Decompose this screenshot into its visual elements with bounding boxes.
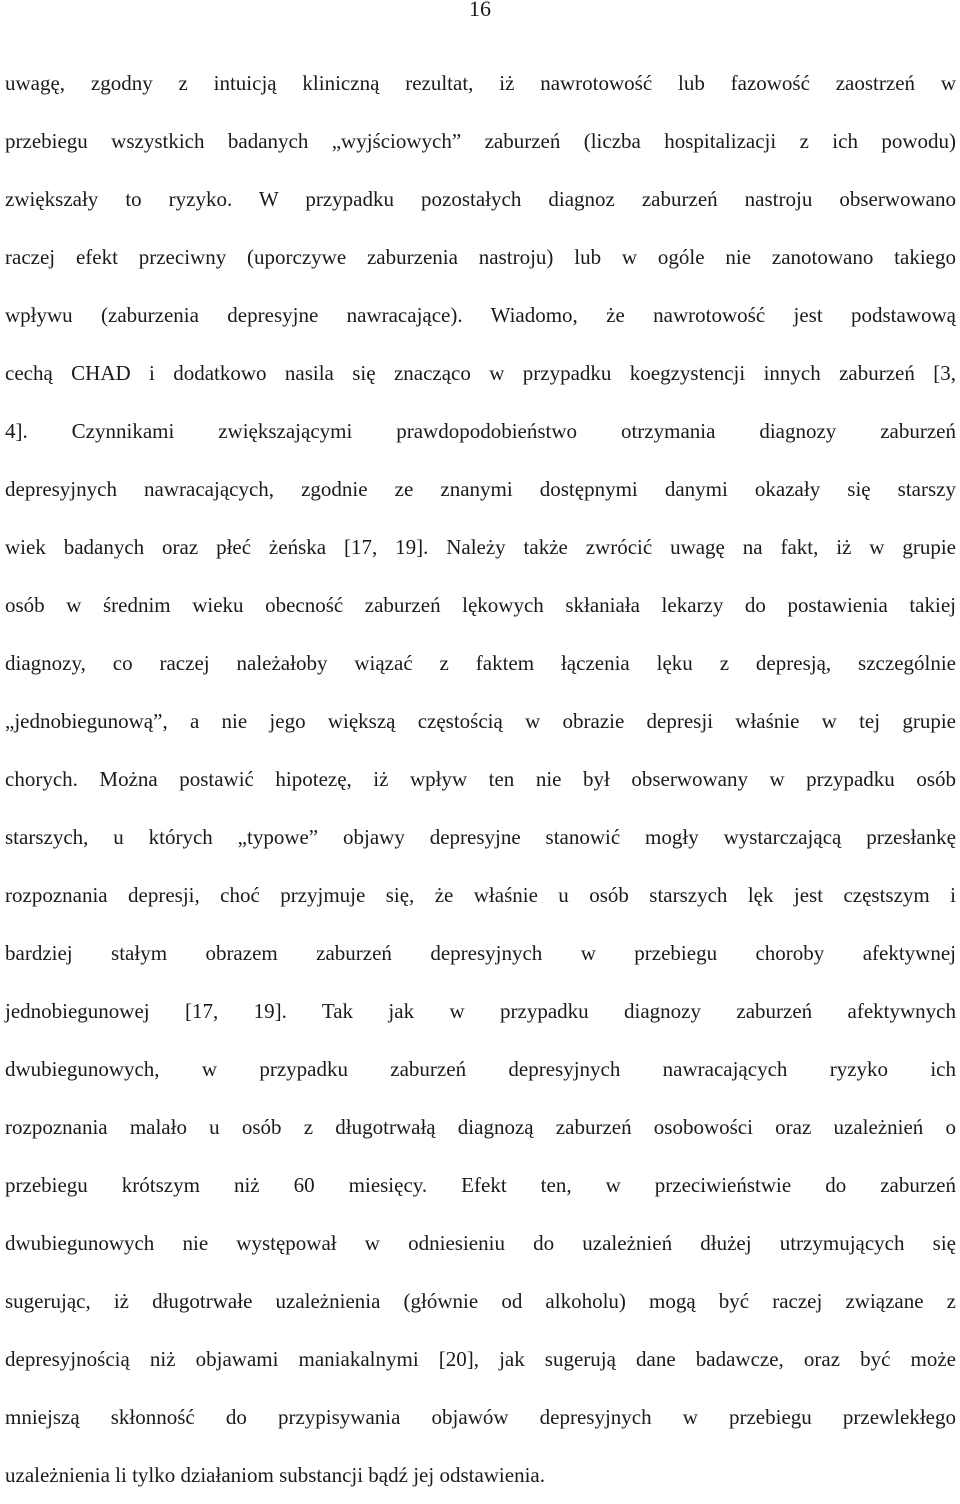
text-line: przebiegu wszystkich badanych „wyjściowych” zaburzeń (liczba hospitalizacji z ich powodu) (5, 129, 956, 153)
text-line: chorych. Można postawić hipotezę, iż wpływ ten nie był obserwowany w przypadku osób (5, 767, 956, 791)
text-line: rozpoznania malało u osób z długotrwałą diagnozą zaburzeń osobowości oraz uzależnień o (5, 1115, 956, 1139)
text-line: „jednobiegunową”, a nie jego większą częstością w obrazie depresji właśnie w tej grupie (5, 709, 956, 733)
text-line: wiek badanych oraz płeć żeńska [17, 19]. Należy także zwrócić uwagę na fakt, iż w grupie (5, 535, 956, 559)
text-line: dwubiegunowych nie występował w odniesieniu do uzależnień dłużej utrzymujących się (5, 1231, 956, 1255)
text-line: cechą CHAD i dodatkowo nasila się znacząco w przypadku koegzystencji innych zaburzeń [3, (5, 361, 956, 385)
text-line: depresyjnych nawracających, zgodnie ze znanymi dostępnymi danymi okazały się starszy (5, 477, 956, 501)
text-line: dwubiegunowych, w przypadku zaburzeń depresyjnych nawracających ryzyko ich (5, 1057, 956, 1081)
text-line: sugerując, iż długotrwałe uzależnienia (głównie od alkoholu) mogą być raczej związane z (5, 1289, 956, 1313)
text-line: mniejszą skłonność do przypisywania objawów depresyjnych w przebiegu przewlekłego (5, 1405, 956, 1429)
text-line: diagnozy, co raczej należałoby wiązać z faktem łączenia lęku z depresją, szczególnie (5, 651, 956, 675)
body-paragraph (5, 54, 956, 1504)
text-line: 4]. Czynnikami zwiększającymi prawdopodobieństwo otrzymania diagnozy zaburzeń (5, 419, 956, 443)
text-line: osób w średnim wieku obecność zaburzeń lękowych skłaniała lekarzy do postawienia takiej (5, 593, 956, 617)
text-line: uwagę, zgodny z intuicją kliniczną rezultat, iż nawrotowość lub fazowość zaostrzeń w (5, 71, 956, 95)
text-line: zwiększały to ryzyko. W przypadku pozostałych diagnoz zaburzeń nastroju obserwowano (5, 187, 956, 211)
text-line: rozpoznania depresji, choć przyjmuje się, że właśnie u osób starszych lęk jest częstszym i (5, 883, 956, 907)
text-line: wpływu (zaburzenia depresyjne nawracające). Wiadomo, że nawrotowość jest podstawową (5, 303, 956, 327)
text-line: jednobiegunowej [17, 19]. Tak jak w przypadku diagnozy zaburzeń afektywnych (5, 999, 956, 1023)
page-number: 16 (469, 0, 491, 21)
text-line: starszych, u których „typowe” objawy depresyjne stanowić mogły wystarczającą przesłankę (5, 825, 956, 849)
text-line: przebiegu krótszym niż 60 miesięcy. Efekt ten, w przeciwieństwie do zaburzeń (5, 1173, 956, 1197)
text-line: uzależnienia li tylko działaniom substancji bądź jej odstawienia. (5, 1463, 545, 1487)
text-line: raczej efekt przeciwny (uporczywe zaburzenia nastroju) lub w ogóle nie zanotowano takiego (5, 245, 956, 269)
text-line: bardziej stałym obrazem zaburzeń depresyjnych w przebiegu choroby afektywnej (5, 941, 956, 965)
text-line: depresyjnością niż objawami maniakalnymi [20], jak sugerują dane badawcze, oraz być może (5, 1347, 956, 1371)
